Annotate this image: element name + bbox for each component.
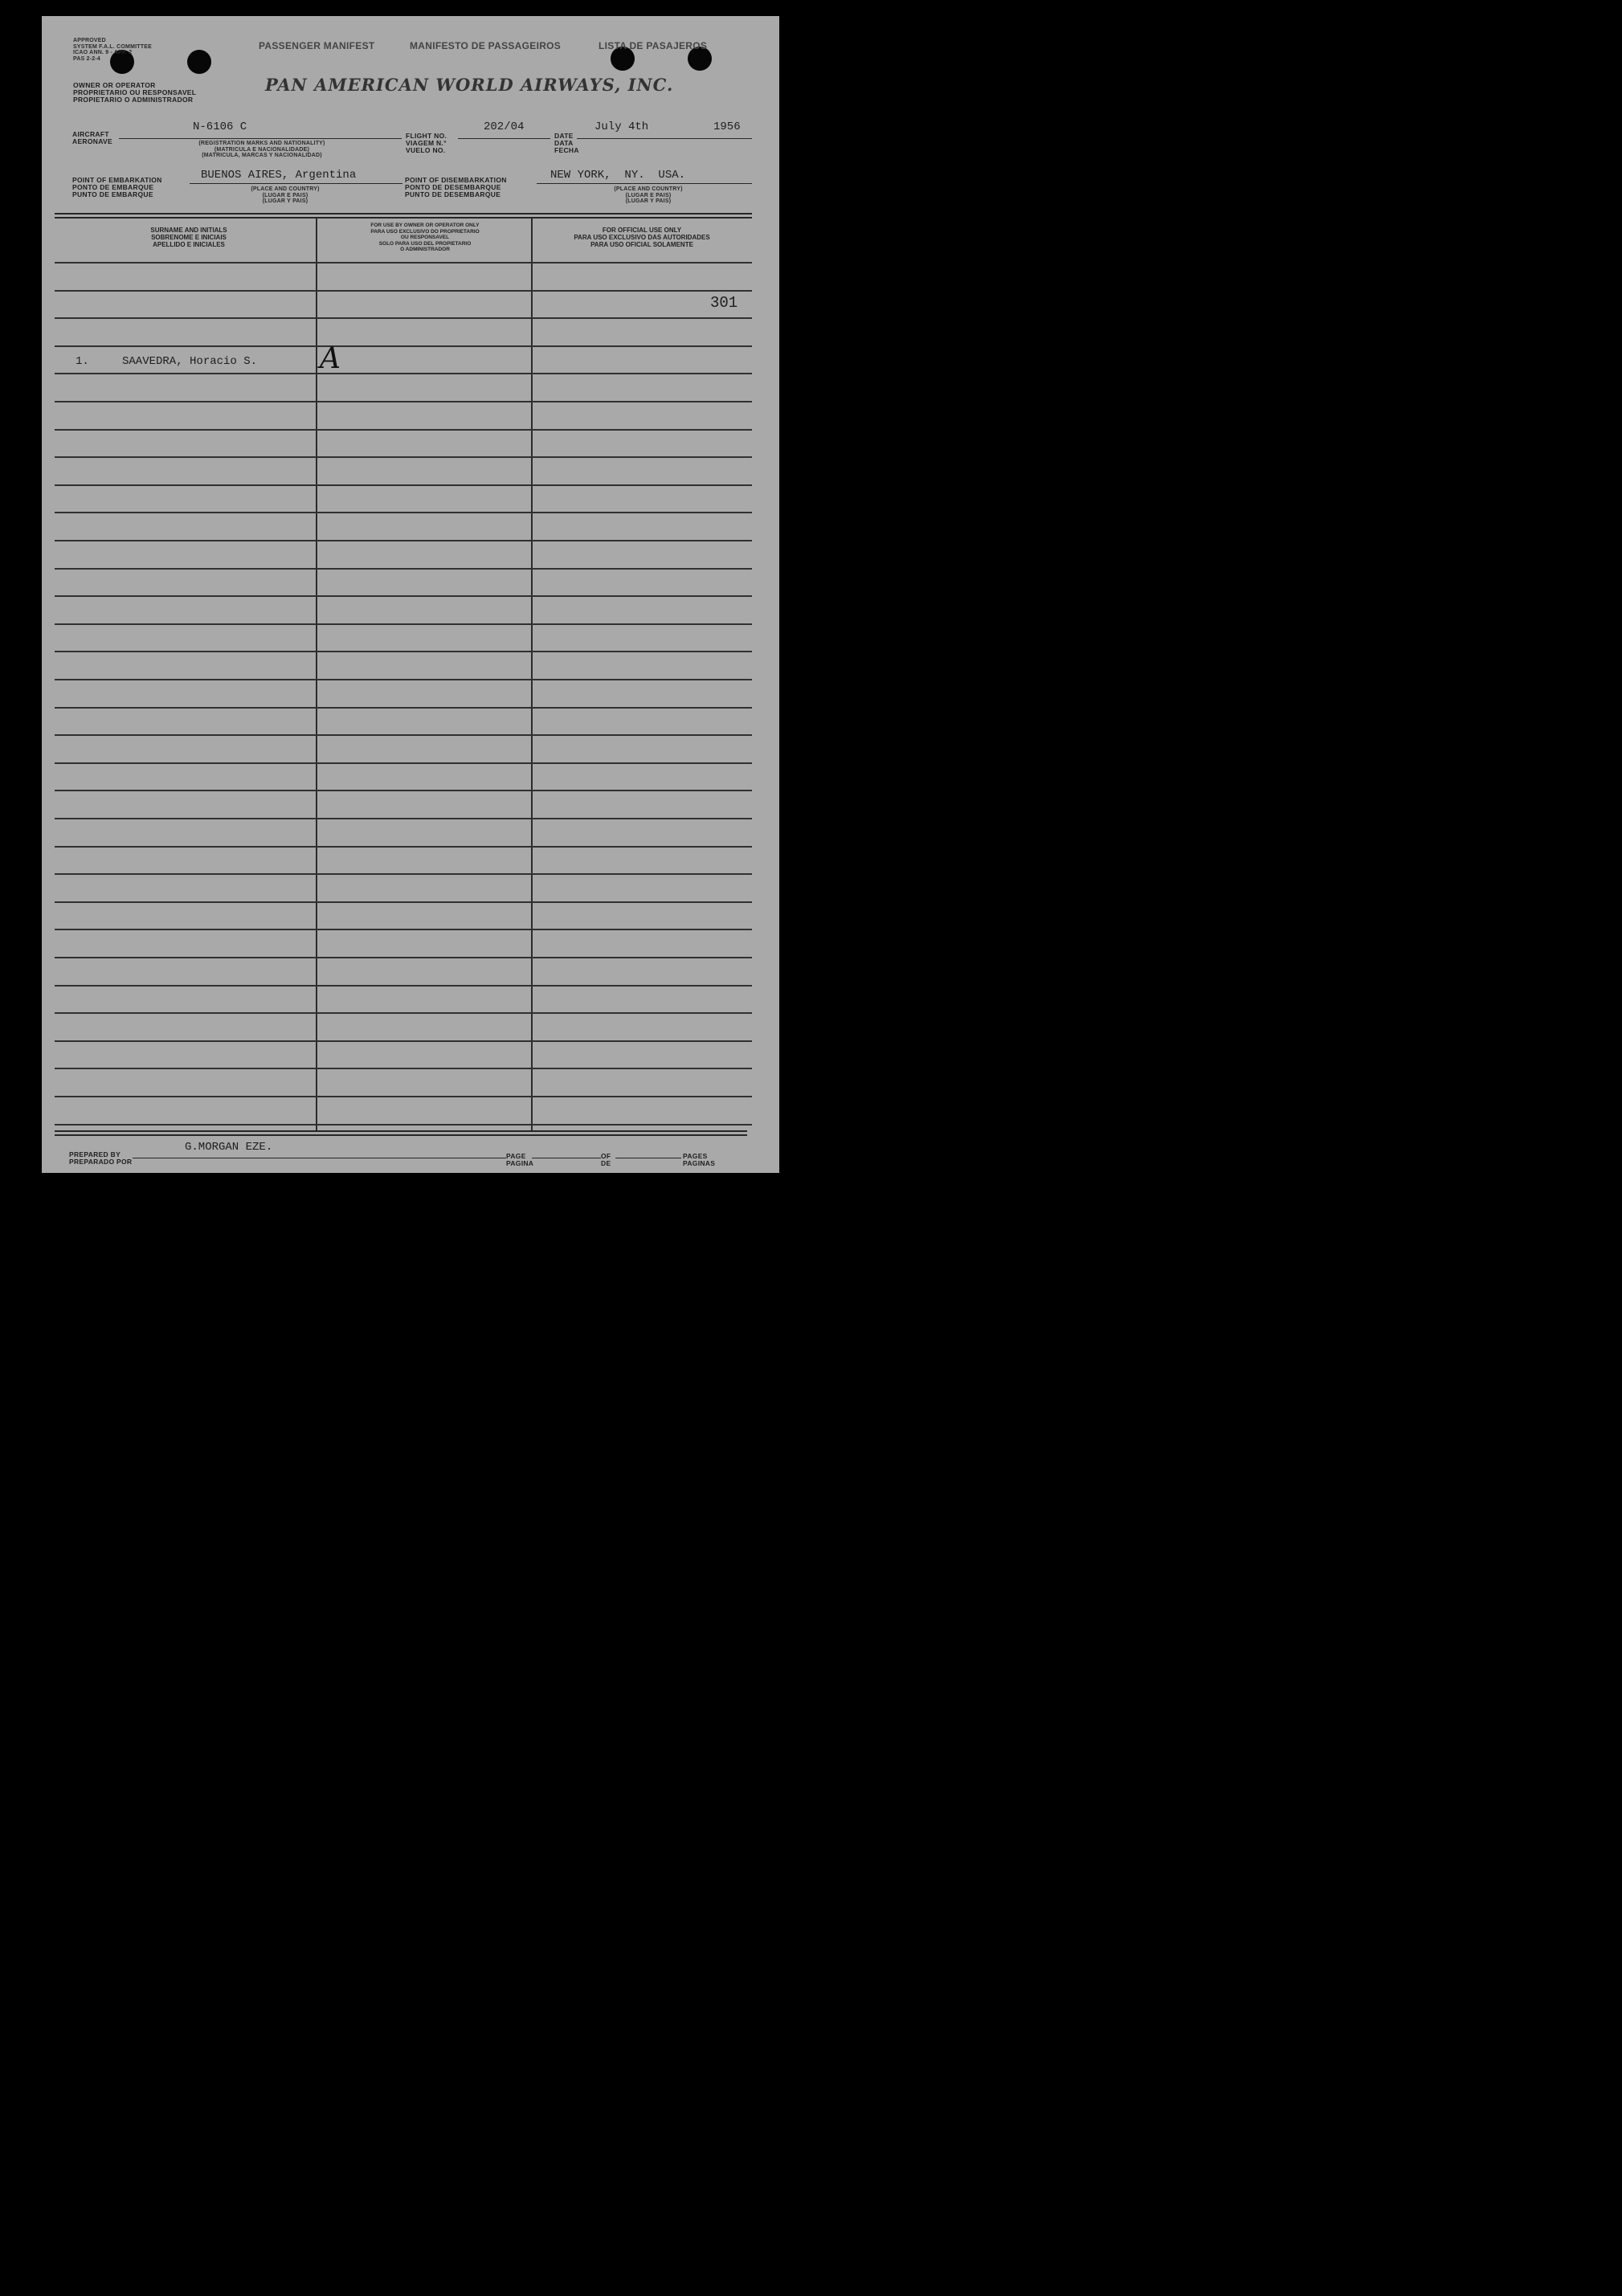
ruled-line: [55, 345, 752, 347]
table-bottom-rule: [55, 1130, 747, 1132]
date-value: July 4th: [594, 121, 649, 133]
ruled-line: [55, 790, 752, 791]
date-year: 1956: [713, 121, 741, 133]
ruled-line: [55, 901, 752, 903]
ruled-line: [55, 651, 752, 652]
date-underline: [577, 138, 752, 139]
column-header-surname: SURNAME AND INITIALS SOBRENOME E INICIAIS APELLIDO E INICIALES: [150, 227, 227, 248]
ruled-line: [55, 373, 752, 374]
column-divider-1: [316, 219, 317, 1130]
page-label: PAGE PAGINA: [506, 1152, 534, 1167]
passenger-owner-mark: A: [320, 342, 341, 375]
table-bottom-rule-2: [55, 1134, 747, 1136]
ruled-line: [55, 484, 752, 486]
ruled-line: [55, 985, 752, 987]
ruled-line: [55, 679, 752, 680]
ruled-line: [55, 957, 752, 958]
aircraft-label: AIRCRAFT AERONAVE: [72, 130, 112, 145]
approval-block: APPROVED SYSTEM F.A.L. COMMITTEE ICAO ANN. 9 - APP. 2 PAS 2-2-4: [73, 38, 152, 62]
passenger-name: SAAVEDRA, Horacio S.: [122, 355, 258, 368]
column-header-official-use: FOR OFFICIAL USE ONLY PARA USO EXCLUSIVO DAS AUTORIDADES PARA USO OFICIAL SOLAMENTE: [574, 227, 710, 248]
prepared-by-value: G.MORGAN EZE.: [185, 1141, 273, 1154]
ruled-line: [55, 568, 752, 570]
embarkation-underline: [190, 183, 402, 184]
disembarkation-label: POINT OF DISEMBARKATION PONTO DE DESEMBARQUE PUNTO DE DESEMBARQUE: [405, 176, 507, 198]
ruled-line: [55, 1040, 752, 1042]
table-top-rule-2: [55, 217, 752, 219]
disembarkation-note: (PLACE AND COUNTRY) (LUGAR E PAIS) (LUGAR Y PAIS): [614, 186, 683, 204]
table-top-rule: [55, 213, 752, 214]
ruled-line: [55, 456, 752, 458]
ruled-line: [55, 762, 752, 764]
ruled-line: [55, 873, 752, 875]
column-header-owner-use: FOR USE BY OWNER OR OPERATOR ONLY PARA USO EXCLUSIVO DO PROPRIETARIO OU RESPONSAVEL SOLO PARA USO DEL PROPIETARIO O ADMINISTRADOR: [370, 223, 480, 252]
pages-label: PAGES PAGINAS: [683, 1152, 716, 1167]
ruled-line: [55, 1068, 752, 1069]
prepared-by-label: PREPARED BY PREPARADO POR: [69, 1150, 133, 1166]
ruled-line: [55, 623, 752, 625]
ruled-line: [55, 1012, 752, 1014]
ruled-line: [55, 818, 752, 819]
ruled-line: [55, 429, 752, 431]
airline-name: PAN AMERICAN WORLD AIRWAYS, INC.: [265, 75, 674, 95]
ruled-line: [55, 540, 752, 541]
title-lista: LISTA DE PASAJEROS: [599, 40, 708, 51]
date-label: DATE DATA FECHA: [554, 132, 579, 154]
ruled-line: [55, 401, 752, 402]
embarkation-label: POINT OF EMBARKATION PONTO DE EMBARQUE PUNTO DE EMBARQUE: [72, 176, 162, 198]
of-label: OF DE: [601, 1152, 611, 1167]
ruled-line: [55, 262, 752, 264]
embarkation-value: BUENOS AIRES, Argentina: [201, 169, 357, 182]
ruled-line: [55, 595, 752, 597]
ruled-line: [55, 846, 752, 848]
ruled-line: [55, 512, 752, 513]
stamp-number: 301: [710, 294, 738, 312]
aircraft-underline: [119, 138, 402, 139]
ruled-line: [55, 707, 752, 709]
aircraft-value: N-6106 C: [193, 121, 247, 133]
flight-value: 202/04: [484, 121, 525, 133]
owner-operator-label: OWNER OR OPERATOR PROPRIETARIO OU RESPONSAVEL PROPIETARIO O ADMINISTRADOR: [73, 81, 197, 104]
aircraft-note: (REGISTRATION MARKS AND NATIONALITY) (MATRICULA E NACIONALIDADE) (MATRICULA, MARCAS Y NACIONALIDAD): [198, 141, 325, 158]
embarkation-note: (PLACE AND COUNTRY) (LUGAR E PAIS) (LUGAR Y PAIS): [251, 186, 320, 204]
ruled-line: [55, 1096, 752, 1097]
flight-underline: [458, 138, 550, 139]
disembarkation-underline: [537, 183, 752, 184]
punch-hole: [187, 50, 211, 74]
passenger-number: 1.: [76, 355, 89, 368]
title-manifesto: MANIFESTO DE PASSAGEIROS: [410, 40, 562, 51]
column-divider-2: [531, 219, 533, 1130]
title-passenger-manifest: PASSENGER MANIFEST: [259, 40, 375, 51]
ruled-line: [55, 929, 752, 930]
ruled-line: [55, 734, 752, 736]
disembarkation-value: NEW YORK, NY. USA.: [550, 169, 686, 182]
ruled-line: [55, 290, 752, 292]
ruled-line: [55, 1124, 752, 1126]
flight-label: FLIGHT NO. VIAGEM N.° VUELO NO.: [406, 132, 447, 154]
ruled-line: [55, 317, 752, 319]
